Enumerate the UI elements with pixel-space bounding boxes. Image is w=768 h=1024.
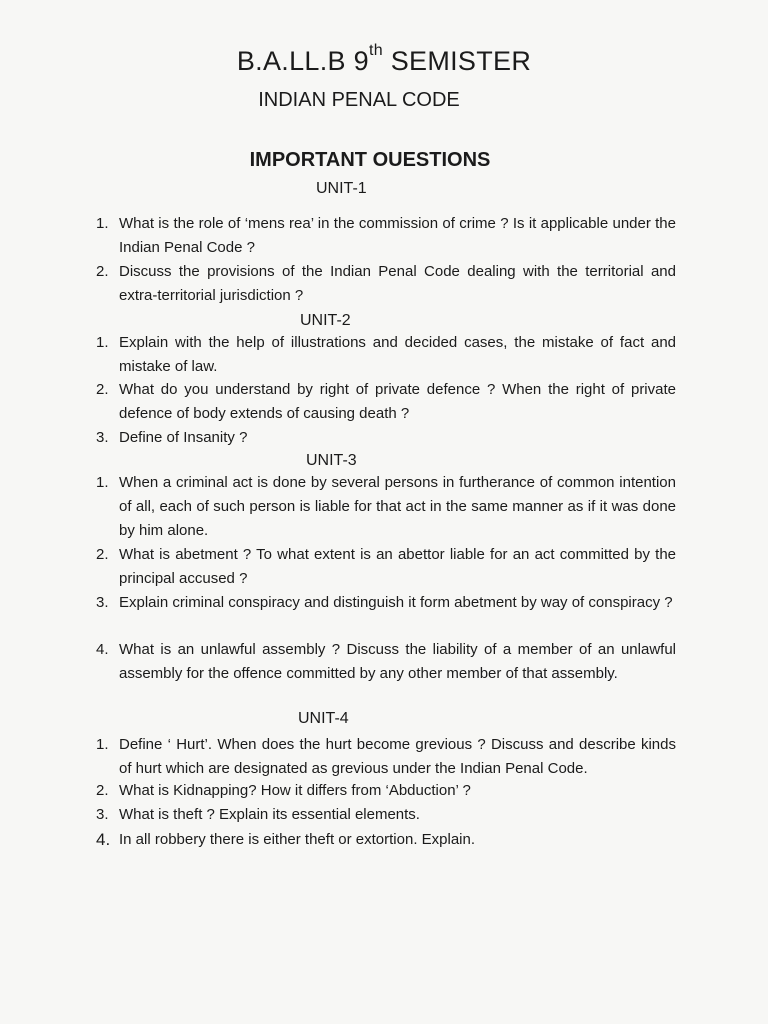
question-text: In all robbery there is either theft or extortion. Explain. <box>119 831 476 848</box>
unit-heading: UNIT-3 <box>306 452 357 469</box>
question-item <box>96 212 676 260</box>
question-item <box>96 779 676 803</box>
question-text: What is an unlawful assembly ? Discuss the liability of a member of an unlawful assembly for the offence committed by any other member of that assembly. <box>119 641 676 682</box>
page-title <box>0 42 768 77</box>
question-item <box>96 733 676 781</box>
question-item <box>96 638 676 686</box>
unit-heading: UNIT-2 <box>300 312 351 329</box>
question-item <box>96 426 676 450</box>
question-text: When a criminal act is done by several persons in furtherance of common intention of all, each of such person is liable for that act in the same manner as if it was done by him alone. <box>119 474 676 539</box>
question-text: Define of Insanity ? <box>119 429 248 446</box>
question-number: 4. <box>96 641 109 658</box>
question-item <box>96 331 676 379</box>
title-superscript: th <box>368 42 383 59</box>
question-number: 2. <box>96 263 109 280</box>
section-heading: IMPORTANT OUESTIONS <box>249 149 491 171</box>
question-item <box>96 471 676 543</box>
question-text: What is Kidnapping? How it differs from ‘Abduction’ ? <box>119 782 471 799</box>
question-item <box>96 803 676 827</box>
question-text: Explain criminal conspiracy and distinguish it form abetment by way of conspiracy ? <box>119 594 673 611</box>
question-text: Explain with the help of illustrations and decided cases, the mistake of fact and mistake of law. <box>119 334 676 375</box>
question-item <box>96 591 676 615</box>
question-number: 1. <box>96 474 109 491</box>
title-semester: SEMISTER <box>382 46 532 76</box>
question-text: What do you understand by right of private defence ? When the right of private defence of body extends of causing death ? <box>119 381 676 422</box>
question-item <box>96 260 676 308</box>
unit-heading: UNIT-1 <box>316 180 367 197</box>
question-number: 1. <box>96 736 109 753</box>
question-text: Discuss the provisions of the Indian Penal Code dealing with the territorial and extra-territorial jurisdiction ? <box>119 263 676 304</box>
question-number: 4. <box>96 830 111 849</box>
page-subtitle: INDIAN PENAL CODE <box>258 89 460 111</box>
title-course: B.A.LL.B 9 <box>236 46 369 76</box>
question-item <box>96 543 676 591</box>
question-number: 1. <box>96 215 109 232</box>
question-number: 3. <box>96 594 109 611</box>
question-item <box>96 828 676 852</box>
question-number: 3. <box>96 806 109 823</box>
question-number: 2. <box>96 546 109 563</box>
question-text: Define ‘ Hurt’. When does the hurt become grevious ? Discuss and describe kinds of hurt which are designated as grevious under the Indian Penal Code. <box>119 736 676 777</box>
question-text: What is abetment ? To what extent is an abettor liable for an act committed by the principal accused ? <box>119 546 676 587</box>
question-item <box>96 378 676 426</box>
question-number: 2. <box>96 381 109 398</box>
question-text: What is the role of ‘mens rea’ in the commission of crime ? Is it applicable under the Indian Penal Code ? <box>119 215 676 256</box>
unit-heading: UNIT-4 <box>298 710 349 727</box>
question-number: 2. <box>96 782 109 799</box>
question-number: 3. <box>96 429 109 446</box>
question-number: 1. <box>96 334 109 351</box>
question-text: What is theft ? Explain its essential elements. <box>119 806 420 823</box>
